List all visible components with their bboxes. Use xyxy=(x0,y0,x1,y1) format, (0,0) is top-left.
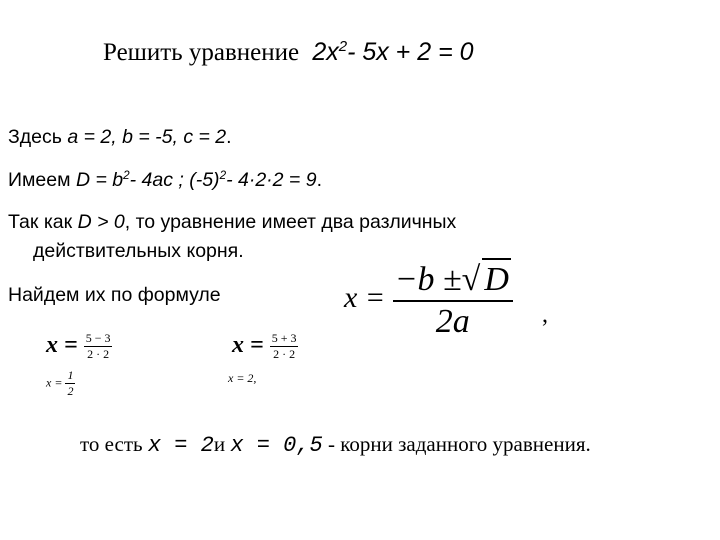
root-2-lhs: x = xyxy=(232,332,264,359)
conclusion-root-2: x = 0,5 xyxy=(230,433,323,458)
formula-denominator: 2a xyxy=(435,303,470,340)
root-1-value-fraction xyxy=(65,368,75,399)
condition-line xyxy=(8,211,456,234)
formula-numerator xyxy=(393,258,513,300)
formula-lhs: x = xyxy=(344,280,386,314)
coefficients-prefix: Здесь xyxy=(8,126,62,148)
conclusion-prefix: то есть xyxy=(80,432,143,456)
disc-part-2: - 4ac ; (-5) xyxy=(129,169,220,191)
disc-part-3: - 4·2·2 = 9 xyxy=(226,169,317,191)
formula-fraction xyxy=(393,258,513,342)
formula-intro: Найдем их по формуле xyxy=(8,284,221,306)
conclusion-root-1: x = 2 xyxy=(147,433,214,458)
root-1-value xyxy=(46,368,75,399)
disc-part-1: D = b xyxy=(75,169,124,191)
disc-exp-2: 2 xyxy=(219,168,227,182)
title-label: Решить уравнение xyxy=(103,39,300,66)
condition-rest: , то уравнение имеет два различных xyxy=(124,211,457,233)
discriminant-suffix: . xyxy=(316,169,323,191)
coefficients-line xyxy=(8,126,232,149)
quadratic-formula xyxy=(344,258,513,342)
root-2-expression xyxy=(232,331,298,362)
eq-part-a: 2x xyxy=(312,38,339,66)
sqrt-sign-icon: √ xyxy=(461,261,481,298)
disc-exp-1: 2 xyxy=(123,168,130,182)
formula-comma: , xyxy=(542,302,548,328)
root-1-fraction xyxy=(84,331,113,362)
coefficients-values: a = 2, b = -5, c = 2 xyxy=(67,126,227,148)
eq-exponent: 2 xyxy=(338,38,348,55)
condition-expression: D > 0 xyxy=(77,211,125,233)
coefficients-suffix: . xyxy=(226,126,232,148)
page-title xyxy=(103,38,474,67)
title-equation xyxy=(305,38,473,66)
root-2-denominator: 2 · 2 xyxy=(273,347,296,361)
root-1-expression xyxy=(46,331,112,362)
eq-part-b: - 5x + 2 = 0 xyxy=(347,38,474,66)
root-1-value-lhs: x = xyxy=(46,375,63,390)
formula-num-a: −b ± xyxy=(394,261,462,298)
root-1-value-numerator: 1 xyxy=(67,368,74,382)
conclusion-conjunction: и xyxy=(213,432,226,456)
conclusion-line xyxy=(80,432,591,458)
condition-continuation: действительных корня. xyxy=(33,240,244,262)
root-1-lhs: x = xyxy=(46,332,78,359)
formula-sqrt-content: D xyxy=(482,258,511,300)
root-2-value: x = 2, xyxy=(228,371,257,385)
root-1-value-denominator: 2 xyxy=(67,384,74,398)
root-1-numerator: 5 − 3 xyxy=(85,331,111,345)
discriminant-prefix: Имеем xyxy=(8,169,71,191)
root-2-numerator: 5 + 3 xyxy=(271,331,297,345)
discriminant-expression xyxy=(76,169,317,191)
root-1-denominator: 2 · 2 xyxy=(87,347,110,361)
discriminant-line xyxy=(8,169,322,192)
root-2-fraction xyxy=(270,331,299,362)
condition-prefix: Так как xyxy=(8,211,73,233)
conclusion-suffix: - корни заданного уравнения. xyxy=(328,432,591,456)
